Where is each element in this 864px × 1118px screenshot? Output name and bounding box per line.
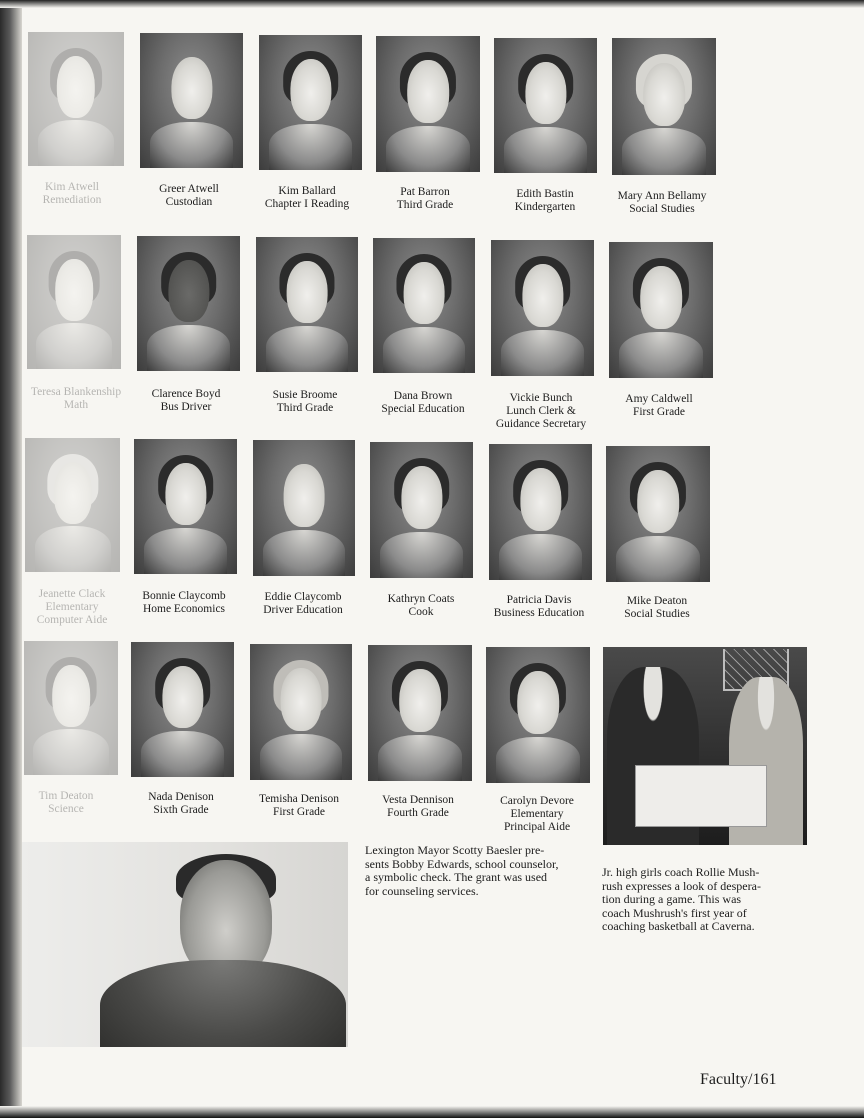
faculty-name: Greer Atwell [159,183,219,195]
faculty-title: Social Studies [629,203,695,215]
faculty-name: Vesta Dennison [382,794,454,806]
check-photo-caption: Lexington Mayor Scotty Baesler pre- sents Bobby Edwards, school counselor, a symbolic check. The grant was used for counseling services. [365,843,559,898]
faculty-title: Math [63,399,89,411]
faculty-name: Eddie Claycomb [264,591,342,603]
portrait-caption [245,389,365,415]
portrait-photo [612,38,716,175]
faculty-name: Susie Broome [272,389,338,401]
faculty-name: Amy Caldwell [625,393,693,405]
check-presentation-photo [603,647,807,845]
portrait-caption [124,590,244,616]
coach-photo-caption: Jr. high girls coach Rollie Mush- rush expresses a look of despera- tion during a game. This was coach Mushrush's first year of coaching basketball at Caverna. [602,865,761,934]
scan-edge-bottom [0,1106,864,1118]
scan-edge-top [0,0,864,8]
faculty-title: Driver Education [263,604,343,616]
faculty-name: Kathryn Coats [387,593,455,605]
faculty-title: Social Studies [624,608,690,620]
portrait-photo [376,36,480,172]
coach-photo [22,842,348,1047]
portrait-photo [370,442,473,578]
portrait-caption [597,595,717,621]
symbolic-check [635,765,767,827]
portrait-photo [25,438,120,572]
portrait-photo [253,440,355,576]
portrait-caption [477,795,597,834]
faculty-name: Teresa Blankenship [30,386,122,398]
faculty-title: Custodian [165,196,213,208]
faculty-title: First Grade [632,406,686,418]
portrait-photo [256,237,358,372]
faculty-title: Lunch Clerk & [506,405,576,417]
portrait-caption [602,190,722,216]
portrait-photo [368,645,472,781]
faculty-name: Dana Brown [393,390,453,402]
faculty-name: Nada Denison [148,791,214,803]
portrait-caption [6,790,126,816]
portrait-caption [243,591,363,617]
faculty-title: Third Grade [276,402,334,414]
portrait-caption [121,791,241,817]
scan-edge-left [0,0,22,1118]
portrait-caption [485,188,605,214]
faculty-name: Clarence Boyd [151,388,221,400]
portrait-photo [606,446,710,582]
faculty-title: Chapter I Reading [264,198,350,210]
portrait-caption [363,390,483,416]
faculty-title: Bus Driver [160,401,212,413]
faculty-name: Mary Ann Bellamy [617,190,707,202]
portrait-photo [250,644,352,780]
faculty-name: Tim Deaton [38,790,94,802]
portrait-photo [131,642,234,777]
portrait-caption [12,588,132,627]
portrait-photo [373,238,475,373]
portrait-caption [129,183,249,209]
portrait-caption [16,386,136,412]
faculty-name: Patricia Davis [506,594,572,606]
faculty-title: Elementary [510,808,564,820]
portrait-caption [479,594,599,620]
faculty-title: First Grade [272,806,326,818]
portrait-photo [489,444,592,580]
faculty-title: Home Economics [142,603,226,615]
portrait-photo [259,35,362,170]
portrait-photo [140,33,243,168]
faculty-name: Bonnie Claycomb [142,590,226,602]
portrait-photo [491,240,594,376]
faculty-title: Elementary [45,601,99,613]
faculty-name: Kim Ballard [278,185,336,197]
portrait-caption [481,392,601,431]
portrait-caption [599,393,719,419]
faculty-title: Fourth Grade [387,807,449,819]
faculty-title: Third Grade [396,199,454,211]
faculty-title-line2: Computer Aide [36,614,108,626]
faculty-title: Business Education [493,607,585,619]
portrait-caption [239,793,359,819]
portrait-photo [494,38,597,173]
faculty-title-line2: Principal Aide [503,821,571,833]
portrait-caption [126,388,246,414]
portrait-photo [24,641,118,775]
faculty-name: Edith Bastin [516,188,574,200]
faculty-name: Temisha Denison [258,793,339,805]
faculty-name: Carolyn Devore [500,795,574,807]
portrait-photo [609,242,713,378]
portrait-caption [247,185,367,211]
page-footer-label: Faculty/161 [700,1071,777,1088]
faculty-name: Jeanette Clack [38,588,106,600]
faculty-title: Sixth Grade [153,804,209,816]
faculty-name: Mike Deaton [626,595,688,607]
faculty-title: Science [48,803,84,815]
portrait-caption [358,794,478,820]
faculty-title: Special Education [381,403,465,415]
portrait-caption [12,181,132,207]
portrait-photo [27,235,121,369]
portrait-photo [486,647,590,783]
faculty-title: Kindergarten [514,201,576,213]
portrait-photo [28,32,124,166]
portrait-caption [361,593,481,619]
faculty-name: Vickie Bunch [509,392,573,404]
portrait-caption [365,186,485,212]
faculty-title: Cook [408,606,434,618]
faculty-name: Pat Barron [400,186,450,198]
faculty-name: Kim Atwell [45,181,99,193]
portrait-photo [137,236,240,371]
portrait-photo [134,439,237,574]
faculty-title-line2: Guidance Secretary [495,418,587,430]
faculty-title: Remediation [42,194,102,206]
